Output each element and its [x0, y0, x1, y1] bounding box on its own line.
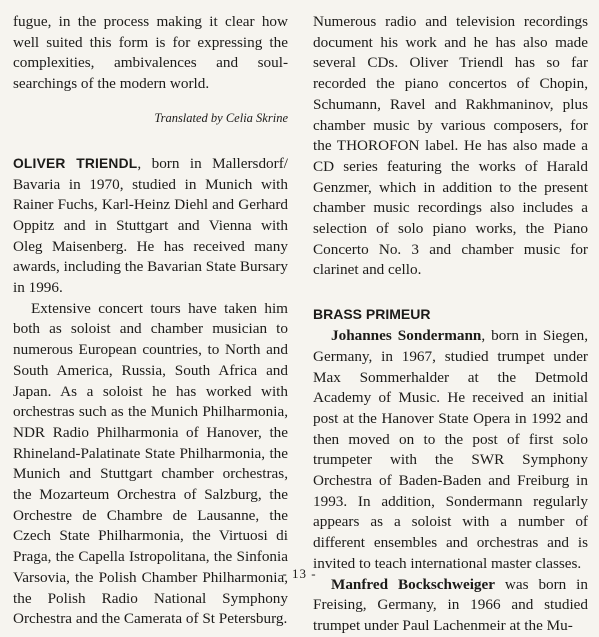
- translator-credit: Translated by Celia Skrine: [154, 110, 288, 125]
- triendl-bio-paragraph: [13, 154, 288, 299]
- spacer: [13, 127, 288, 154]
- left-column: [13, 12, 288, 630]
- intro-paragraph: fugue, in the process making it clear how well suited this form is for expressing the complexities, ambivalences and soul-searchings of the modern world.: [13, 13, 288, 93]
- bockschweiger-text: was born in Freising, Germany, in 1966 and studied trumpet under Paul Lachenmeir at the Mu-: [313, 575, 588, 634]
- recordings-paragraph: Numerous radio and television recordings document his work and he has also made several CDs. Oliver Triendl has so far recorded the piano concertos of Chopin, Schumann, Ravel and Rakhmaninov, plus chamber music by various composers, for the THOROFON label. He has also made a CD series featuring the works of Harald Genzmer, which in addition to the present chamber music recordings also includes a selection of solo piano works, the Piano Concerto No. 3 and chamber music for clarinet and cello.: [313, 13, 588, 279]
- concert-tours-paragraph: Extensive concert tours have taken him both as soloist and chamber musician to numerous European countries, to North and South America, Russia, South Africa and Japan. As a soloist he has worked with orchestras such as the Munich Philharmonia, NDR Radio Philharmonia of Hanover, the Rhineland-Palatinate State Philharmonia, the Munich and Stuttgart chamber orchestras, the Mozarteum Orchestra of Salzburg, the Orchestre de Chambre de Lausanne, the Czech State Philharmonia, the Virtuosi di Praga, the Capella Istropolitana, the Sinfonia Varsovia, the Polish Chamber Philharmonia, the Polish Radio National Symphony Orchestra and the Camerata of St Petersburg.: [13, 299, 288, 628]
- right-column: [313, 12, 588, 637]
- section-heading: BRASS PRIMEUR: [313, 306, 431, 323]
- spacer: [313, 281, 588, 304]
- sondermann-paragraph: [313, 326, 588, 574]
- triendl-bio-text: , born in Mallersdorf/ Bavaria in 1970, studied in Munich with Rainer Fuchs, Karl-Heinz Diehl and Gerhard Oppitz and in Stuttgart and Vienna with Oleg Maisenberg. He has received many awards, including the Bavarian State Bursary in 1996.: [13, 154, 288, 297]
- bockschweiger-paragraph: [313, 575, 588, 637]
- bockschweiger-name: Manfred Bockschweiger: [331, 575, 496, 593]
- sondermann-text: , born in Siegen, Germany, in 1967, studied trumpet under Max Sommerhalder at the Detmold Academy of Music. He received an initial post at the Hanover State Opera in 1992 and then moved on to the post of first solo trumpeter with the SWR Symphony Orchestra of Baden-Baden and Freiburg in 1993. In addition, Sondermann regularly appears as a soloist with a number of different ensembles and orchestras and is invited to teach international master classes.: [313, 327, 588, 572]
- page-number: - 13 -: [282, 566, 317, 581]
- triendl-name: OLIVER TRIENDL: [13, 155, 138, 171]
- sondermann-name: Johannes Sondermann: [331, 327, 482, 345]
